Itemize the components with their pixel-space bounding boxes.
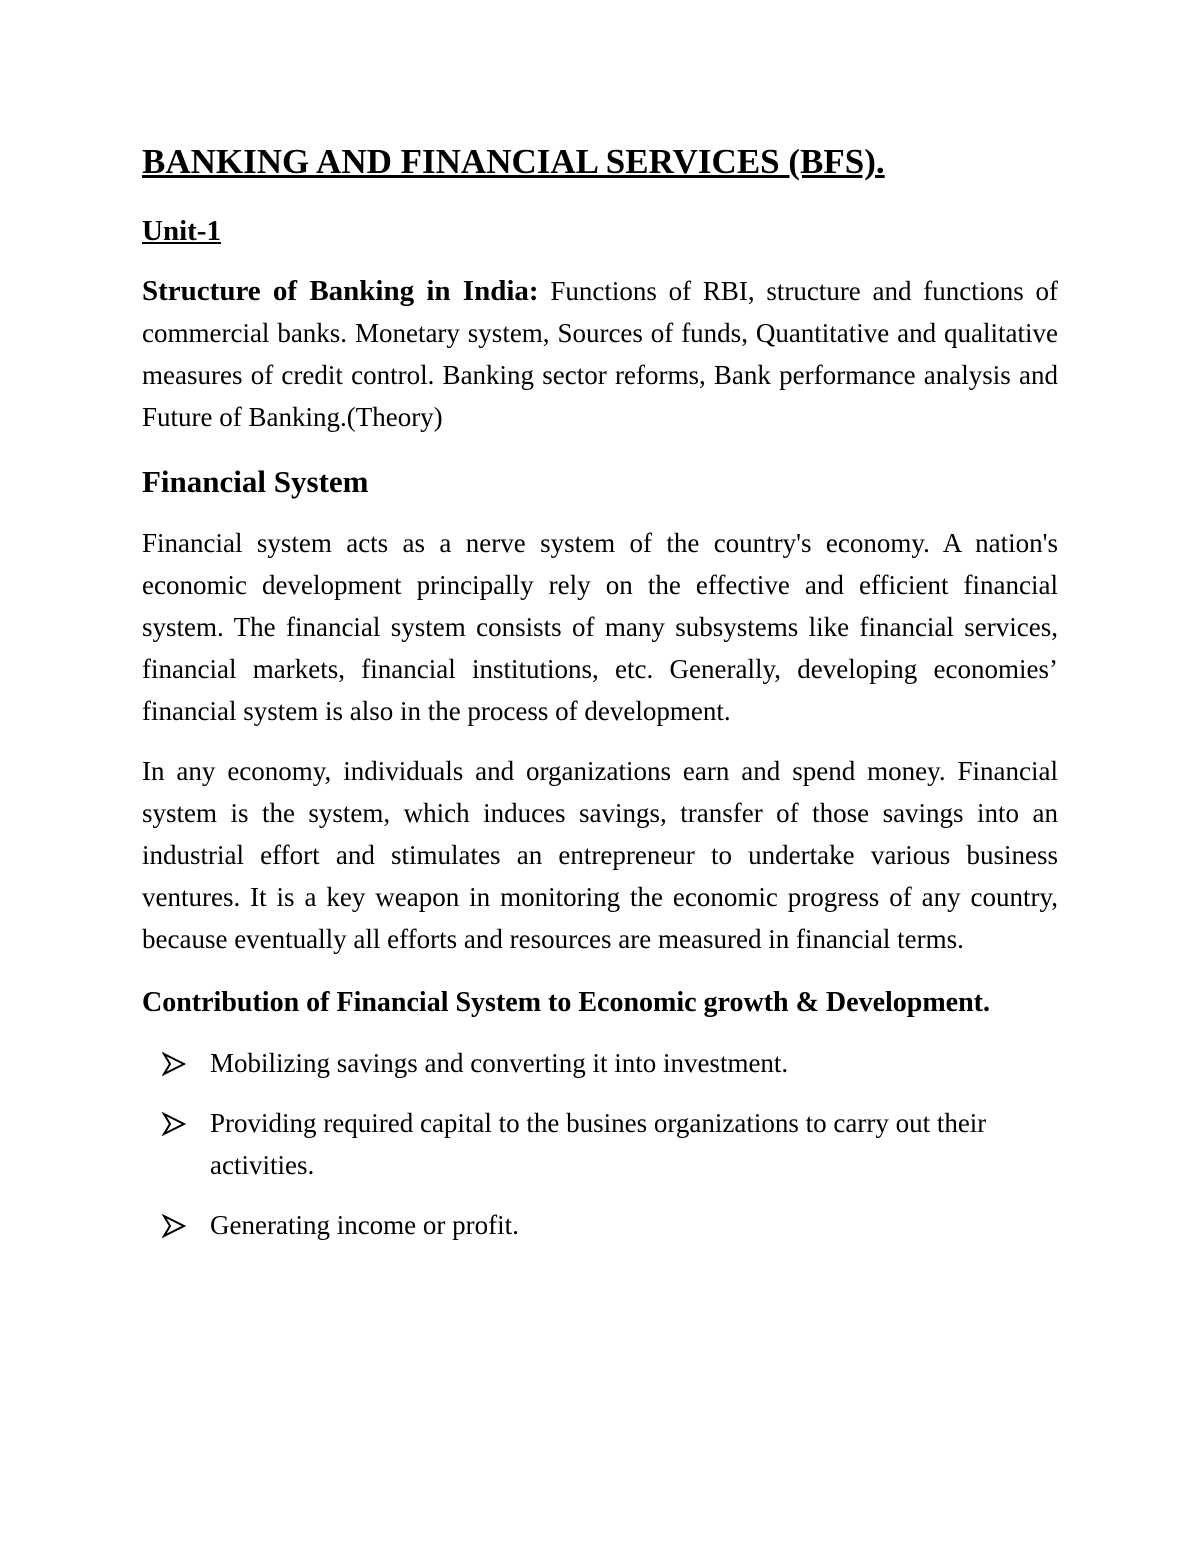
unit-heading: Unit-1	[142, 215, 221, 247]
financial-system-heading: Financial System	[142, 464, 369, 499]
list-item-text: Providing required capital to the busines organizations to carry out their activities.	[210, 1108, 987, 1180]
financial-system-paragraph-2: In any economy, individuals and organizations earn and spend money. Financial system is the system, which induces savings, transfer of those savings into an industrial effort and stimulates an entrepreneur to undertake various business ventures. It is a key weapon in monitoring the economic progress of any country, because eventually all efforts and resources are measured in financial terms.	[142, 756, 1058, 954]
structure-paragraph	[142, 270, 1058, 438]
list-item	[142, 1042, 1058, 1084]
document-page	[142, 140, 1058, 1264]
list-item	[142, 1102, 1058, 1186]
structure-text: Functions of RBI, structure and functions of commercial banks. Monetary system, Sources of funds, Quantitative and qualitative measures of credit control. Banking sector reforms, Bank performance analysis and Future of Banking.(Theory)	[142, 276, 1059, 432]
list-item-text: Generating income or profit.	[210, 1210, 519, 1240]
financial-system-paragraph-1: Financial system acts as a nerve system of the country's economy. A nation's economic development principally rely on the effective and efficient financial system. The financial system consists of many subsystems like financial services, financial markets, financial institutions, etc. Generally, developing economies’ financial system is also in the process of development.	[142, 528, 1058, 726]
structure-lead: Structure of Banking in India:	[142, 275, 539, 307]
contribution-heading: Contribution of Financial System to Economic growth & Development.	[142, 987, 990, 1018]
list-item	[142, 1204, 1058, 1246]
document-title: BANKING AND FINANCIAL SERVICES (BFS).	[142, 142, 885, 181]
contribution-list	[142, 1042, 1058, 1246]
list-item-text: Mobilizing savings and converting it into investment.	[210, 1048, 789, 1078]
